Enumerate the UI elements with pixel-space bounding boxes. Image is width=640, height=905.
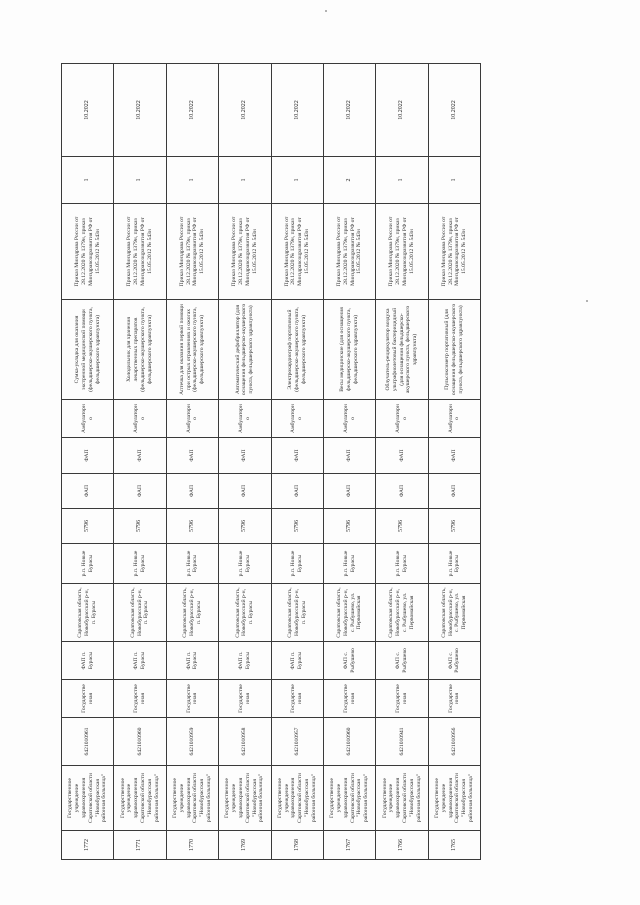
cell-inn: 6421010958	[219, 718, 271, 766]
cell-care-conditions: Амбулаторно	[62, 400, 114, 438]
cell-unit-type: ФАП	[323, 474, 375, 509]
cell-institution-name: Государственное учреждение здравоохранения Саратовской области "Новобурасская районная больница"	[114, 766, 166, 831]
cell-delivery-date: 10.2022	[219, 64, 271, 157]
cell-department: ФАП	[376, 438, 428, 474]
cell-institution-name: Государственное учреждение здравоохранения Саратовской области "Новобурасская районная больница"	[323, 766, 375, 831]
table-row	[166, 64, 218, 860]
cell-institution-name: Государственное учреждение здравоохранения Саратовской области "Новобурасская районная больница"	[166, 766, 218, 831]
cell-equipment-name: Облучатель-рециркулятор воздуха ультрафиолетовый бактерицидный (для оснащения фельдшерско-акушерского пункта, фельдшерского здравпункта)	[376, 300, 428, 400]
cell-ownership-form: Государственная	[323, 680, 375, 718]
cell-delivery-date: 10.2022	[376, 64, 428, 157]
cell-institution-name: Государственное учреждение здравоохранения Саратовской области "Новобурасская районная больница"	[376, 766, 428, 831]
cell-facility-name: ФАП п. Бурасы	[114, 642, 166, 680]
cell-care-conditions: Амбулаторно	[114, 400, 166, 438]
cell-regulation: Приказ Минздрава России от 28.12.2020 № 1379н, приказ Минздравсоцразвития РФ от 15.05.2012 № 543н	[114, 204, 166, 300]
cell-regulation: Приказ Минздрава России от 28.12.2020 № 1379н, приказ Минздравсоцразвития РФ от 15.05.2012 № 543н	[219, 204, 271, 300]
cell-care-conditions: Амбулаторно	[219, 400, 271, 438]
cell-institution-name: Государственное учреждение здравоохранения Саратовской области "Новобурасская районная больница"	[219, 766, 271, 831]
cell-delivery-date: 10.2022	[114, 64, 166, 157]
cell-quantity: 1	[271, 157, 323, 204]
cell-institution-name: Государственное учреждение здравоохранения Саратовской области "Новобурасская районная больница"	[62, 766, 114, 831]
cell-equipment-name: Аптечка для оказания первой помощи при острых отравлениях и ожогах (фельдшерско-акушерского пункта, фельдшерского здравпункта)	[166, 300, 218, 400]
cell-quantity: 1	[428, 157, 480, 204]
cell-ownership-form: Государственная	[376, 680, 428, 718]
cell-department: ФАП	[114, 438, 166, 474]
cell-record-id: 1770	[166, 831, 218, 860]
cell-record-id: 1765	[428, 831, 480, 860]
cell-ownership-form: Государственная	[271, 680, 323, 718]
cell-quantity: 1	[114, 157, 166, 204]
cell-inn: 6421010957	[271, 718, 323, 766]
cell-settlement: р.п. Новые Бурасы	[62, 544, 114, 584]
cell-facility-address: Саратовская область, Новобурасский р-н, с. Рыбушево, ул. Первомайская	[376, 584, 428, 642]
cell-inn: 6421010961	[62, 718, 114, 766]
cell-unit-type: ФАП	[166, 474, 218, 509]
cell-record-id: 1768	[271, 831, 323, 860]
table-row	[323, 64, 375, 860]
cell-record-id: 1771	[114, 831, 166, 860]
cell-delivery-date: 10.2022	[323, 64, 375, 157]
cell-ownership-form: Государственная	[428, 680, 480, 718]
cell-facility-name: ФАП с. Рыбушево	[376, 642, 428, 680]
cell-institution-name: Государственное учреждение здравоохранения Саратовской области "Новобурасская районная больница"	[428, 766, 480, 831]
cell-department: ФАП	[428, 438, 480, 474]
cell-unit-type: ФАП	[219, 474, 271, 509]
cell-facility-address: Саратовская область, Новобурасский р-н, п. Бурасы	[271, 584, 323, 642]
cell-inn: 6421010941	[376, 718, 428, 766]
cell-regulation: Приказ Минздрава России от 28.12.2020 № 1379н, приказ Минздравсоцразвития РФ от 15.05.2012 № 543н	[323, 204, 375, 300]
table-row	[271, 64, 323, 860]
cell-settlement: р.п. Новые Бурасы	[428, 544, 480, 584]
cell-unit-type: ФАП	[62, 474, 114, 509]
cell-code: 5796	[62, 509, 114, 544]
cell-unit-type: ФАП	[114, 474, 166, 509]
cell-facility-name: ФАП п. Бурасы	[62, 642, 114, 680]
cell-equipment-name: Электрокардиограф портативный (фельдшерско-акушерского пункта, фельдшерского здравпункта)	[271, 300, 323, 400]
cell-quantity: 1	[166, 157, 218, 204]
cell-quantity: 1	[376, 157, 428, 204]
cell-facility-address: Саратовская область, Новобурасский р-н, с. Рыбушево, ул. Первомайская	[323, 584, 375, 642]
cell-equipment-name: Автоматический дефибриллятор (для оснащения фельдшерско-акушерского пункта, фельдшерского здравпункта)	[219, 300, 271, 400]
cell-institution-name: Государственное учреждение здравоохранения Саратовской области "Новобурасская районная больница"	[271, 766, 323, 831]
cell-facility-name: ФАП п. Бурасы	[219, 642, 271, 680]
cell-facility-address: Саратовская область, Новобурасский р-н, п. Бурасы	[166, 584, 218, 642]
cell-equipment-name: Весы медицинские (для оснащения фельдшерско-акушерского пункта, фельдшерского здравпункта)	[323, 300, 375, 400]
cell-facility-name: ФАП с. Рыбушево	[323, 642, 375, 680]
cell-department: ФАП	[323, 438, 375, 474]
cell-unit-type: ФАП	[428, 474, 480, 509]
cell-ownership-form: Государственная	[219, 680, 271, 718]
cell-quantity: 2	[323, 157, 375, 204]
cell-regulation: Приказ Минздрава России от 28.12.2020 № 1379н, приказ Минздравсоцразвития РФ от 15.05.2012 № 543н	[166, 204, 218, 300]
cell-record-id: 1772	[62, 831, 114, 860]
cell-quantity: 1	[62, 157, 114, 204]
cell-regulation: Приказ Минздрава России от 28.12.2020 № 1379н, приказ Минздравсоцразвития РФ от 15.05.2012 № 543н	[62, 204, 114, 300]
cell-ownership-form: Государственная	[62, 680, 114, 718]
cell-equipment-name: Пульсоксиметр портативный (для оснащения фельдшерско-акушерского пункта, фельдшерского здравпункта)	[428, 300, 480, 400]
cell-code: 5796	[376, 509, 428, 544]
cell-facility-name: ФАП с. Рыбушево	[428, 642, 480, 680]
cell-regulation: Приказ Минздрава России от 28.12.2020 № 1379н, приказ Минздравсоцразвития РФ от 15.05.2012 № 543н	[428, 204, 480, 300]
cell-facility-name: ФАП п. Бурасы	[271, 642, 323, 680]
table-row	[428, 64, 480, 860]
cell-settlement: р.п. Новые Бурасы	[376, 544, 428, 584]
cell-care-conditions: Амбулаторно	[166, 400, 218, 438]
cell-care-conditions: Амбулаторно	[376, 400, 428, 438]
cell-delivery-date: 10.2022	[428, 64, 480, 157]
cell-code: 5796	[323, 509, 375, 544]
table-row	[114, 64, 166, 860]
scan-speck	[586, 300, 588, 302]
cell-code: 5796	[114, 509, 166, 544]
cell-care-conditions: Амбулаторно	[271, 400, 323, 438]
cell-code: 5796	[219, 509, 271, 544]
cell-unit-type: ФАП	[271, 474, 323, 509]
cell-delivery-date: 10.2022	[62, 64, 114, 157]
cell-ownership-form: Государственная	[166, 680, 218, 718]
cell-department: ФАП	[219, 438, 271, 474]
cell-inn: 6421010960	[323, 718, 375, 766]
cell-code: 5796	[166, 509, 218, 544]
cell-settlement: р.п. Новые Бурасы	[166, 544, 218, 584]
cell-facility-address: Саратовская область, Новобурасский р-н, с. Рыбушево, ул. Первомайская	[428, 584, 480, 642]
cell-inn: 6421010956	[428, 718, 480, 766]
cell-regulation: Приказ Минздрава России от 28.12.2020 № 1379н, приказ Минздравсоцразвития РФ от 15.05.2012 № 543н	[376, 204, 428, 300]
cell-facility-address: Саратовская область, Новобурасский р-н, п. Бурасы	[114, 584, 166, 642]
cell-settlement: р.п. Новые Бурасы	[219, 544, 271, 584]
cell-department: ФАП	[271, 438, 323, 474]
rotated-table-wrapper	[61, 64, 481, 860]
cell-record-id: 1767	[323, 831, 375, 860]
cell-ownership-form: Государственная	[114, 680, 166, 718]
scan-speck	[325, 10, 327, 12]
table-body	[62, 64, 481, 860]
cell-facility-name: ФАП п. Бурасы	[166, 642, 218, 680]
cell-care-conditions: Амбулаторно	[428, 400, 480, 438]
table-row	[219, 64, 271, 860]
cell-code: 5796	[271, 509, 323, 544]
cell-record-id: 1766	[376, 831, 428, 860]
cell-equipment-name: Сумка-укладка для оказания экстренной медицинской помощи (фельдшерско-акушерского пункта, фельдшерского здравпункта)	[62, 300, 114, 400]
cell-inn: 6421010959	[166, 718, 218, 766]
table-row	[62, 64, 114, 860]
cell-code: 5796	[428, 509, 480, 544]
cell-quantity: 1	[219, 157, 271, 204]
cell-settlement: р.п. Новые Бурасы	[114, 544, 166, 584]
cell-inn: 6421010960	[114, 718, 166, 766]
cell-record-id: 1769	[219, 831, 271, 860]
cell-equipment-name: Холодильник для хранения лекарственных препаратов (фельдшерско-акушерского пункта, фельдшерского здравпункта)	[114, 300, 166, 400]
cell-department: ФАП	[62, 438, 114, 474]
cell-settlement: р.п. Новые Бурасы	[323, 544, 375, 584]
cell-facility-address: Саратовская область, Новобурасский р-н, п. Бурасы	[62, 584, 114, 642]
cell-facility-address: Саратовская область, Новобурасский р-н, п. Бурасы	[219, 584, 271, 642]
cell-delivery-date: 10.2022	[271, 64, 323, 157]
equipment-table	[61, 63, 481, 860]
cell-regulation: Приказ Минздрава России от 28.12.2020 № 1379н, приказ Минздравсоцразвития РФ от 15.05.2012 № 543н	[271, 204, 323, 300]
cell-department: ФАП	[166, 438, 218, 474]
table-row	[376, 64, 428, 860]
cell-delivery-date: 10.2022	[166, 64, 218, 157]
cell-unit-type: ФАП	[376, 474, 428, 509]
cell-settlement: р.п. Новые Бурасы	[271, 544, 323, 584]
cell-care-conditions: Амбулаторно	[323, 400, 375, 438]
